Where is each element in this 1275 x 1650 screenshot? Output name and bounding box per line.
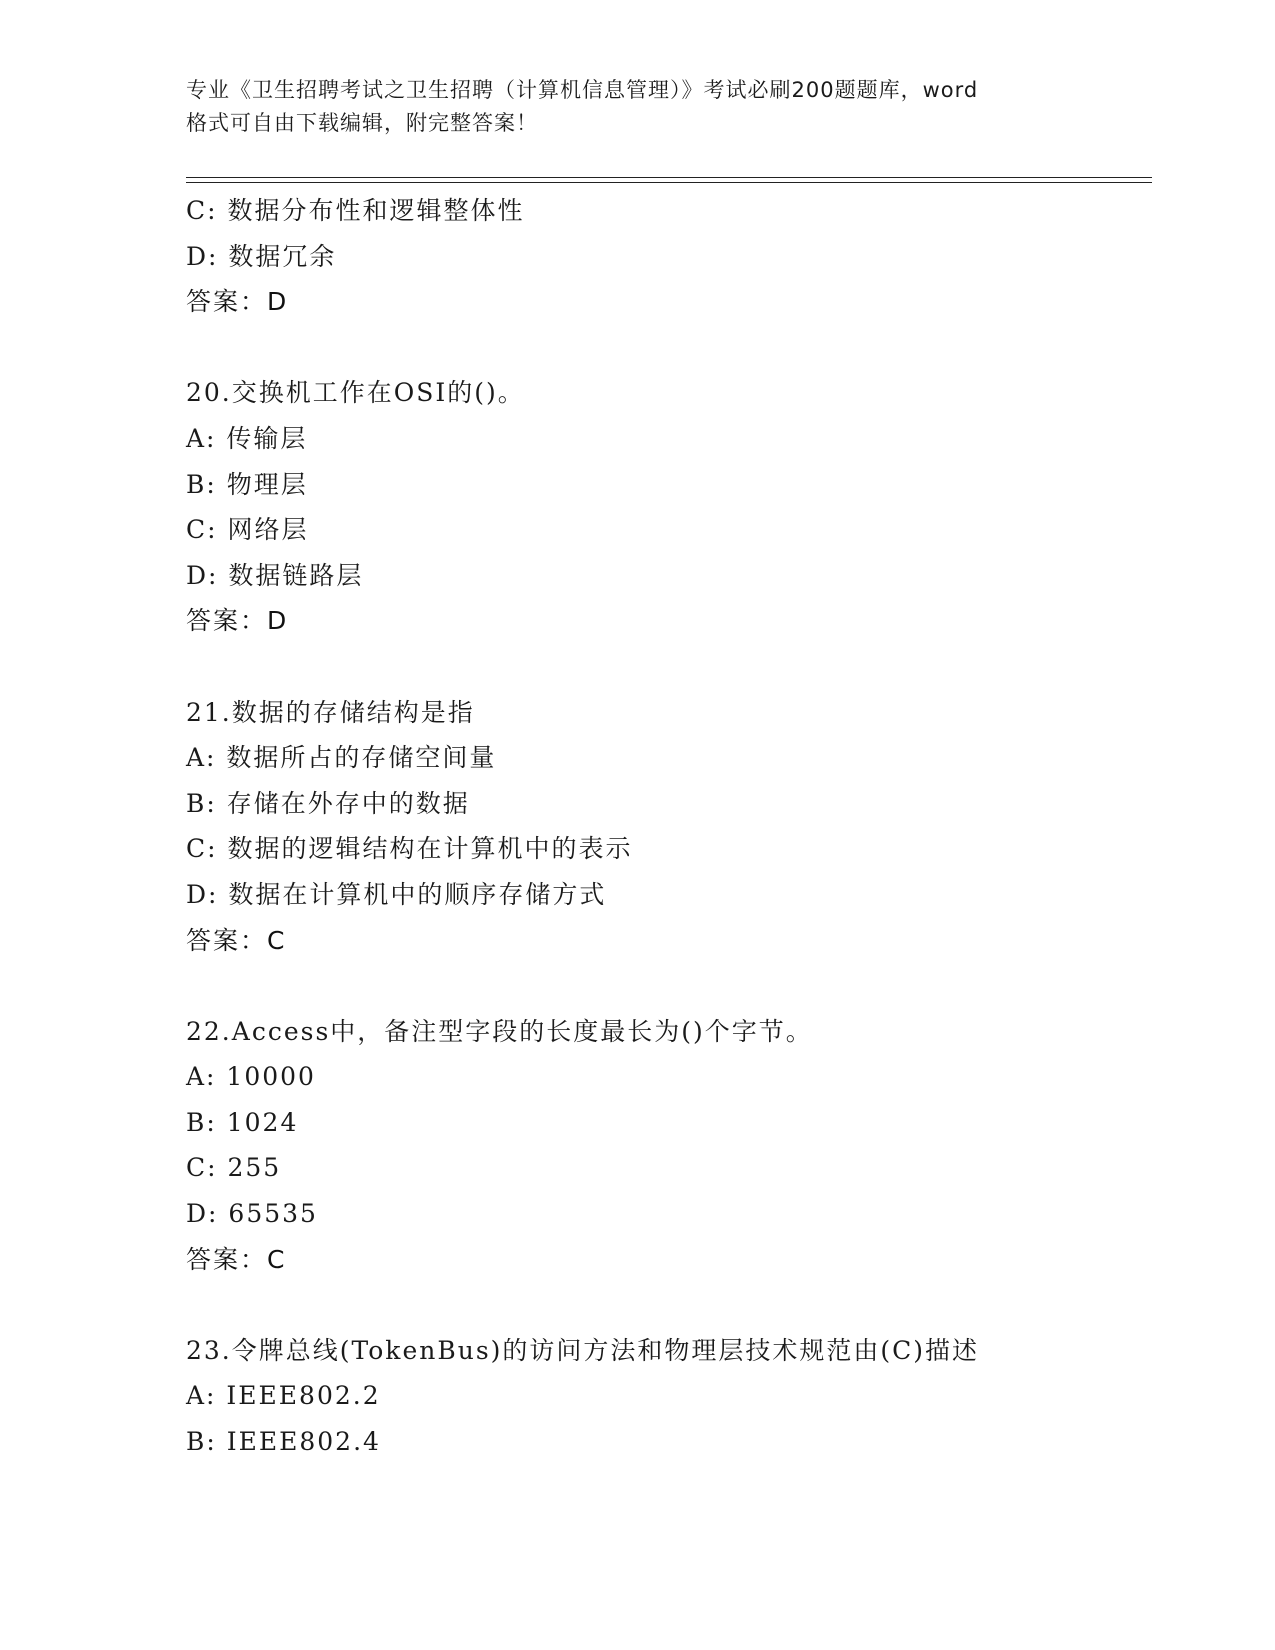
question-list [186, 188, 1166, 1465]
header-divider-top [186, 177, 1152, 178]
header-divider-bottom [186, 182, 1152, 183]
question-20-option-a: A: 传输层 [186, 423, 308, 453]
question-22-option-a: A: 10000 [186, 1062, 316, 1092]
question-22-answer: 答案：C [186, 1244, 287, 1274]
spacer [186, 963, 1166, 1009]
header-title-line-2: 格式可自由下载编辑，附完整答案！ [186, 111, 538, 135]
question-22-option-d: D: 65535 [186, 1199, 318, 1229]
question-21-option-b: B: 存储在外存中的数据 [186, 788, 470, 818]
spacer [186, 1282, 1166, 1328]
header-title-line-1: 专业《卫生招聘考试之卫生招聘（计算机信息管理）》考试必刷200题题库，word [186, 78, 979, 102]
question-22-option-b: B: 1024 [186, 1107, 299, 1137]
question-20-option-c: C: 网络层 [186, 515, 309, 545]
question-20-answer: 答案：D [186, 606, 289, 636]
question-21-option-d: D: 数据在计算机中的顺序存储方式 [186, 879, 607, 909]
question-19-option-c: C: 数据分布性和逻辑整体性 [186, 196, 525, 225]
question-20-option-d: D: 数据链路层 [186, 560, 364, 590]
question-22-text: 22.Access中，备注型字段的长度最长为()个字节。 [186, 1016, 813, 1046]
question-19-block [186, 188, 1166, 325]
question-19-answer: 答案：D [186, 287, 289, 317]
question-20-block [186, 370, 1166, 644]
question-22-block [186, 1009, 1166, 1283]
question-21-block [186, 690, 1166, 964]
question-23-text: 23.令牌总线(TokenBus)的访问方法和物理层技术规范由(C)描述 [186, 1335, 980, 1365]
question-21-option-a: A: 数据所占的存储空间量 [186, 743, 497, 773]
question-23-option-a: A: IEEE802.2 [186, 1381, 381, 1411]
question-20-option-b: B: 物理层 [186, 469, 308, 499]
question-22-option-c: C: 255 [186, 1153, 282, 1183]
document-header [186, 74, 1086, 140]
question-21-text: 21.数据的存储结构是指 [186, 697, 475, 727]
question-21-option-c: C: 数据的逻辑结构在计算机中的表示 [186, 834, 633, 864]
question-21-answer: 答案：C [186, 925, 287, 955]
spacer [186, 644, 1166, 690]
question-23-option-b: B: IEEE802.4 [186, 1427, 381, 1457]
question-19-option-d: D: 数据冗余 [186, 241, 337, 271]
spacer [186, 325, 1166, 371]
question-23-block [186, 1328, 1166, 1465]
question-20-text: 20.交换机工作在OSI的()。 [186, 378, 525, 408]
